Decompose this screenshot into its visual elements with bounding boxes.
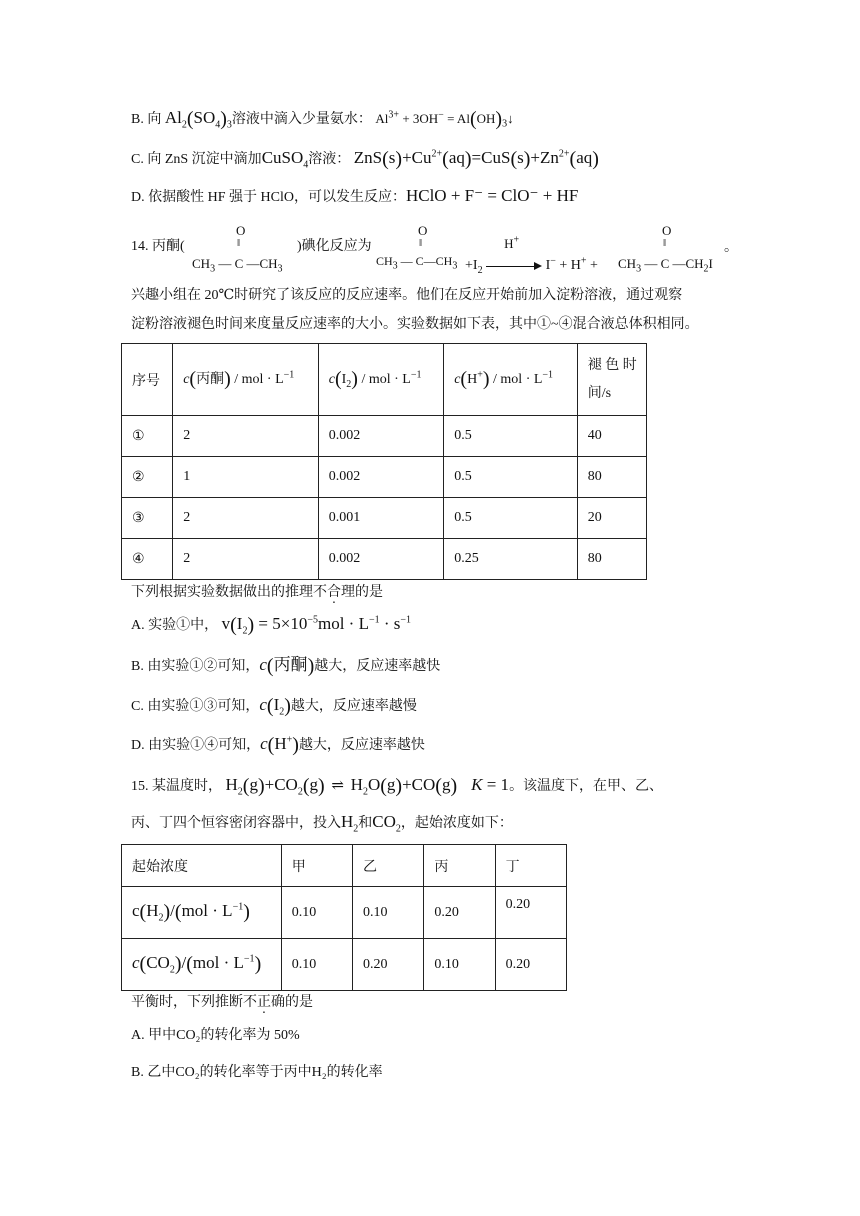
table-row [122,539,647,580]
cell: 0.10 [424,939,495,991]
cell: 0.10 [281,939,352,991]
cell: 80 [577,457,646,498]
cell: $c(H_2)/(mol \cdot L^{-1})$ [122,887,282,939]
cell: ① [122,416,173,457]
cell: 20 [577,498,646,539]
q14-stem-end: 。 [724,240,738,255]
reaction-middle: $+I_2$ H+ I− + H+ + [465,234,598,276]
header-cell: 丙 [424,845,495,887]
table-row [122,939,567,991]
q14-line3: 淀粉溶液褪色时间来度量反应速率的大小。实验数据如下表，其中①~④混合液总体积相同。 [131,317,699,332]
q14-question: 下列根据实验数据做出的推理不合理的是 [131,585,383,600]
q15-stem: 15. 某温度时， $H_2(g)+CO_2(g)$ ⇌ $H_2O(g)+CO(g)$ K = 1。该温度下，在甲、乙、 [131,775,664,798]
cell: 0.20 [495,939,566,991]
table-header-row [122,845,567,887]
table-row [122,457,647,498]
cell: 0.5 [444,457,578,498]
cell: 80 [577,539,646,580]
cell: 40 [577,416,646,457]
cell: 0.10 [353,887,424,939]
header-cell: 乙 [353,845,424,887]
cell: 0.25 [444,539,578,580]
q15-option-b: B. 乙中CO₂的转化率等于丙中H₂的转化率 [131,1065,383,1080]
cell: 0.5 [444,416,578,457]
q15-option-a: A. 甲中CO₂的转化率为 50% [131,1028,300,1043]
q15-concentration-table [121,844,567,991]
cell: ② [122,457,173,498]
q14-stem-mid: )碘化反应为 [297,239,372,254]
q13-option-d: D. 依据酸性 HF 强于 HClO，可以发生反应：HClO + F⁻ = ClO⁻ + HF [131,186,579,205]
header-cell: 褪 色 时 间/s [577,344,646,416]
table-header-row [122,344,647,416]
q14-data-table [121,343,647,580]
q14-option-b: B. 由实验①②可知，c(丙酮)越大，反应速率越快 [131,655,441,677]
q13-option-b: B. 向 $Al_2(SO_4)_3$溶液中滴入少量氨水： $Al^{3+} + 3OH^-$ = $Al(OH)_3↓$ [131,108,514,131]
cell: 0.001 [318,498,443,539]
table-row [122,887,567,939]
header-cell: $c(I_2)$ / mol · $L^{-1}$ [318,344,443,416]
q14-option-d: D. 由实验①④可知，c(H+)越大，反应速率越快 [131,734,425,756]
cell: ③ [122,498,173,539]
iodoacetone-structure: O ‖ $CH_3$ — C $—CH_2I$ [618,223,713,275]
q14-line2: 兴趣小组在 20℃时研究了该反应的反应速率。他们在反应开始前加入淀粉溶液，通过观察 [131,288,683,303]
header-cell: c(丙酮) / mol · $L^{-1}$ [173,344,319,416]
cell: 2 [173,498,319,539]
cell: 0.5 [444,498,578,539]
header-cell: 丁 [495,845,566,887]
cell: 0.10 [281,887,352,939]
cell: 0.20 [353,939,424,991]
cell: 1 [173,457,319,498]
q14-option-a: A. 实验①中， $v(I_2) = 5\times 10^{-5}mol \cdot L^{-1} \cdot s^{-1}$ [131,614,412,637]
q15-question: 平衡时，下列推断不正确的是 [131,995,313,1010]
cell: 2 [173,416,319,457]
cell: 0.20 [424,887,495,939]
header-cell: 甲 [281,845,352,887]
cell: $c(CO_2)/(mol \cdot L^{-1})$ [122,939,282,991]
cell: ④ [122,539,173,580]
q15-line2: 丙、丁四个恒容密闭容器中，投入$H_2$和$CO_2$，起始浓度如下： [131,812,513,835]
header-cell: 起始浓度 [122,845,282,887]
q14-stem: 14. 丙酮( [131,239,185,254]
q13-option-c: C. 向 ZnS 沉淀中滴加CuSO$_4$溶液： $ZnS(s)+Cu^{2+}(aq)=CuS(s)+Zn^{2+}(aq)$ [131,148,599,171]
cell: 0.002 [318,457,443,498]
table-row [122,498,647,539]
cell: 0.002 [318,539,443,580]
cell: 2 [173,539,319,580]
header-cell: 序号 [122,344,173,416]
acetone-structure-2: O ‖ $CH_3$ — $C—CH_3$ [376,223,458,272]
acetone-structure: O ‖ $CH_3$ — C $—CH_3$ [192,223,283,275]
header-cell: c(H+) / mol · $L^{-1}$ [444,344,578,416]
q14-option-c: C. 由实验①③可知，$c(I_2)$越大，反应速率越慢 [131,695,417,718]
table-row [122,416,647,457]
cell: 0.20 [495,887,566,939]
cell: 0.002 [318,416,443,457]
